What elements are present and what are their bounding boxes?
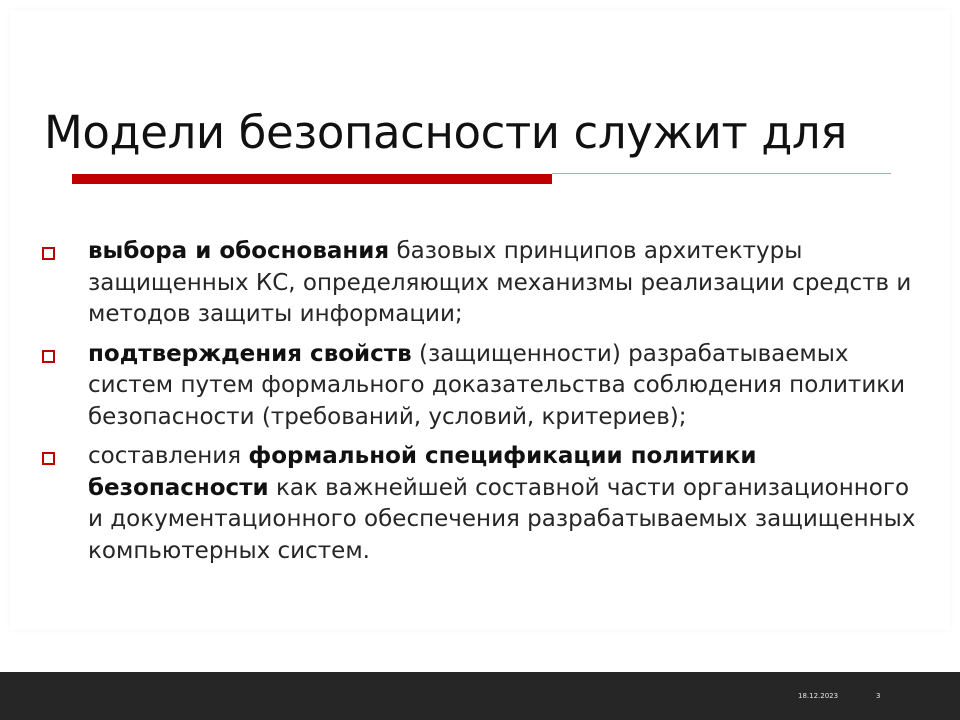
slide-title: Модели безопасности служит для — [44, 106, 847, 159]
bullet-3-text: как важнейшей составной части организационного и документационного обеспечения разрабатываемых защищенных компьютерных систем. — [88, 474, 916, 564]
hollow-square-icon — [42, 452, 55, 465]
bullet-item-2 — [38, 339, 918, 434]
footer-bar — [0, 672, 960, 720]
bullet-list — [38, 236, 918, 575]
title-divider-line — [552, 173, 891, 174]
hollow-square-icon — [42, 350, 55, 363]
bullet-1-text: базовых принципов архитектуры защищенных КС, определяющих механизмы реализации средств и методов защиты информации; — [88, 238, 912, 327]
footer-date: 18.12.2023 — [798, 692, 839, 700]
hollow-square-icon — [42, 247, 55, 260]
bullet-3-lead: составления — [88, 443, 249, 469]
bullet-1-bold: выбора и обоснования — [88, 238, 390, 264]
bullet-2-bold: подтверждения свойств — [88, 340, 412, 367]
title-accent-bar — [72, 174, 552, 184]
bullet-2-text: (защищенности) разрабатываемых систем путем формального доказательства соблюдения политики безопасности (требований, условий, критериев); — [88, 340, 906, 430]
bullet-item-3 — [38, 441, 918, 567]
page-number: 3 — [876, 692, 881, 700]
bullet-item-1 — [38, 236, 918, 331]
bullet-3-bold: формальной спецификации политики безопасности — [88, 443, 757, 501]
